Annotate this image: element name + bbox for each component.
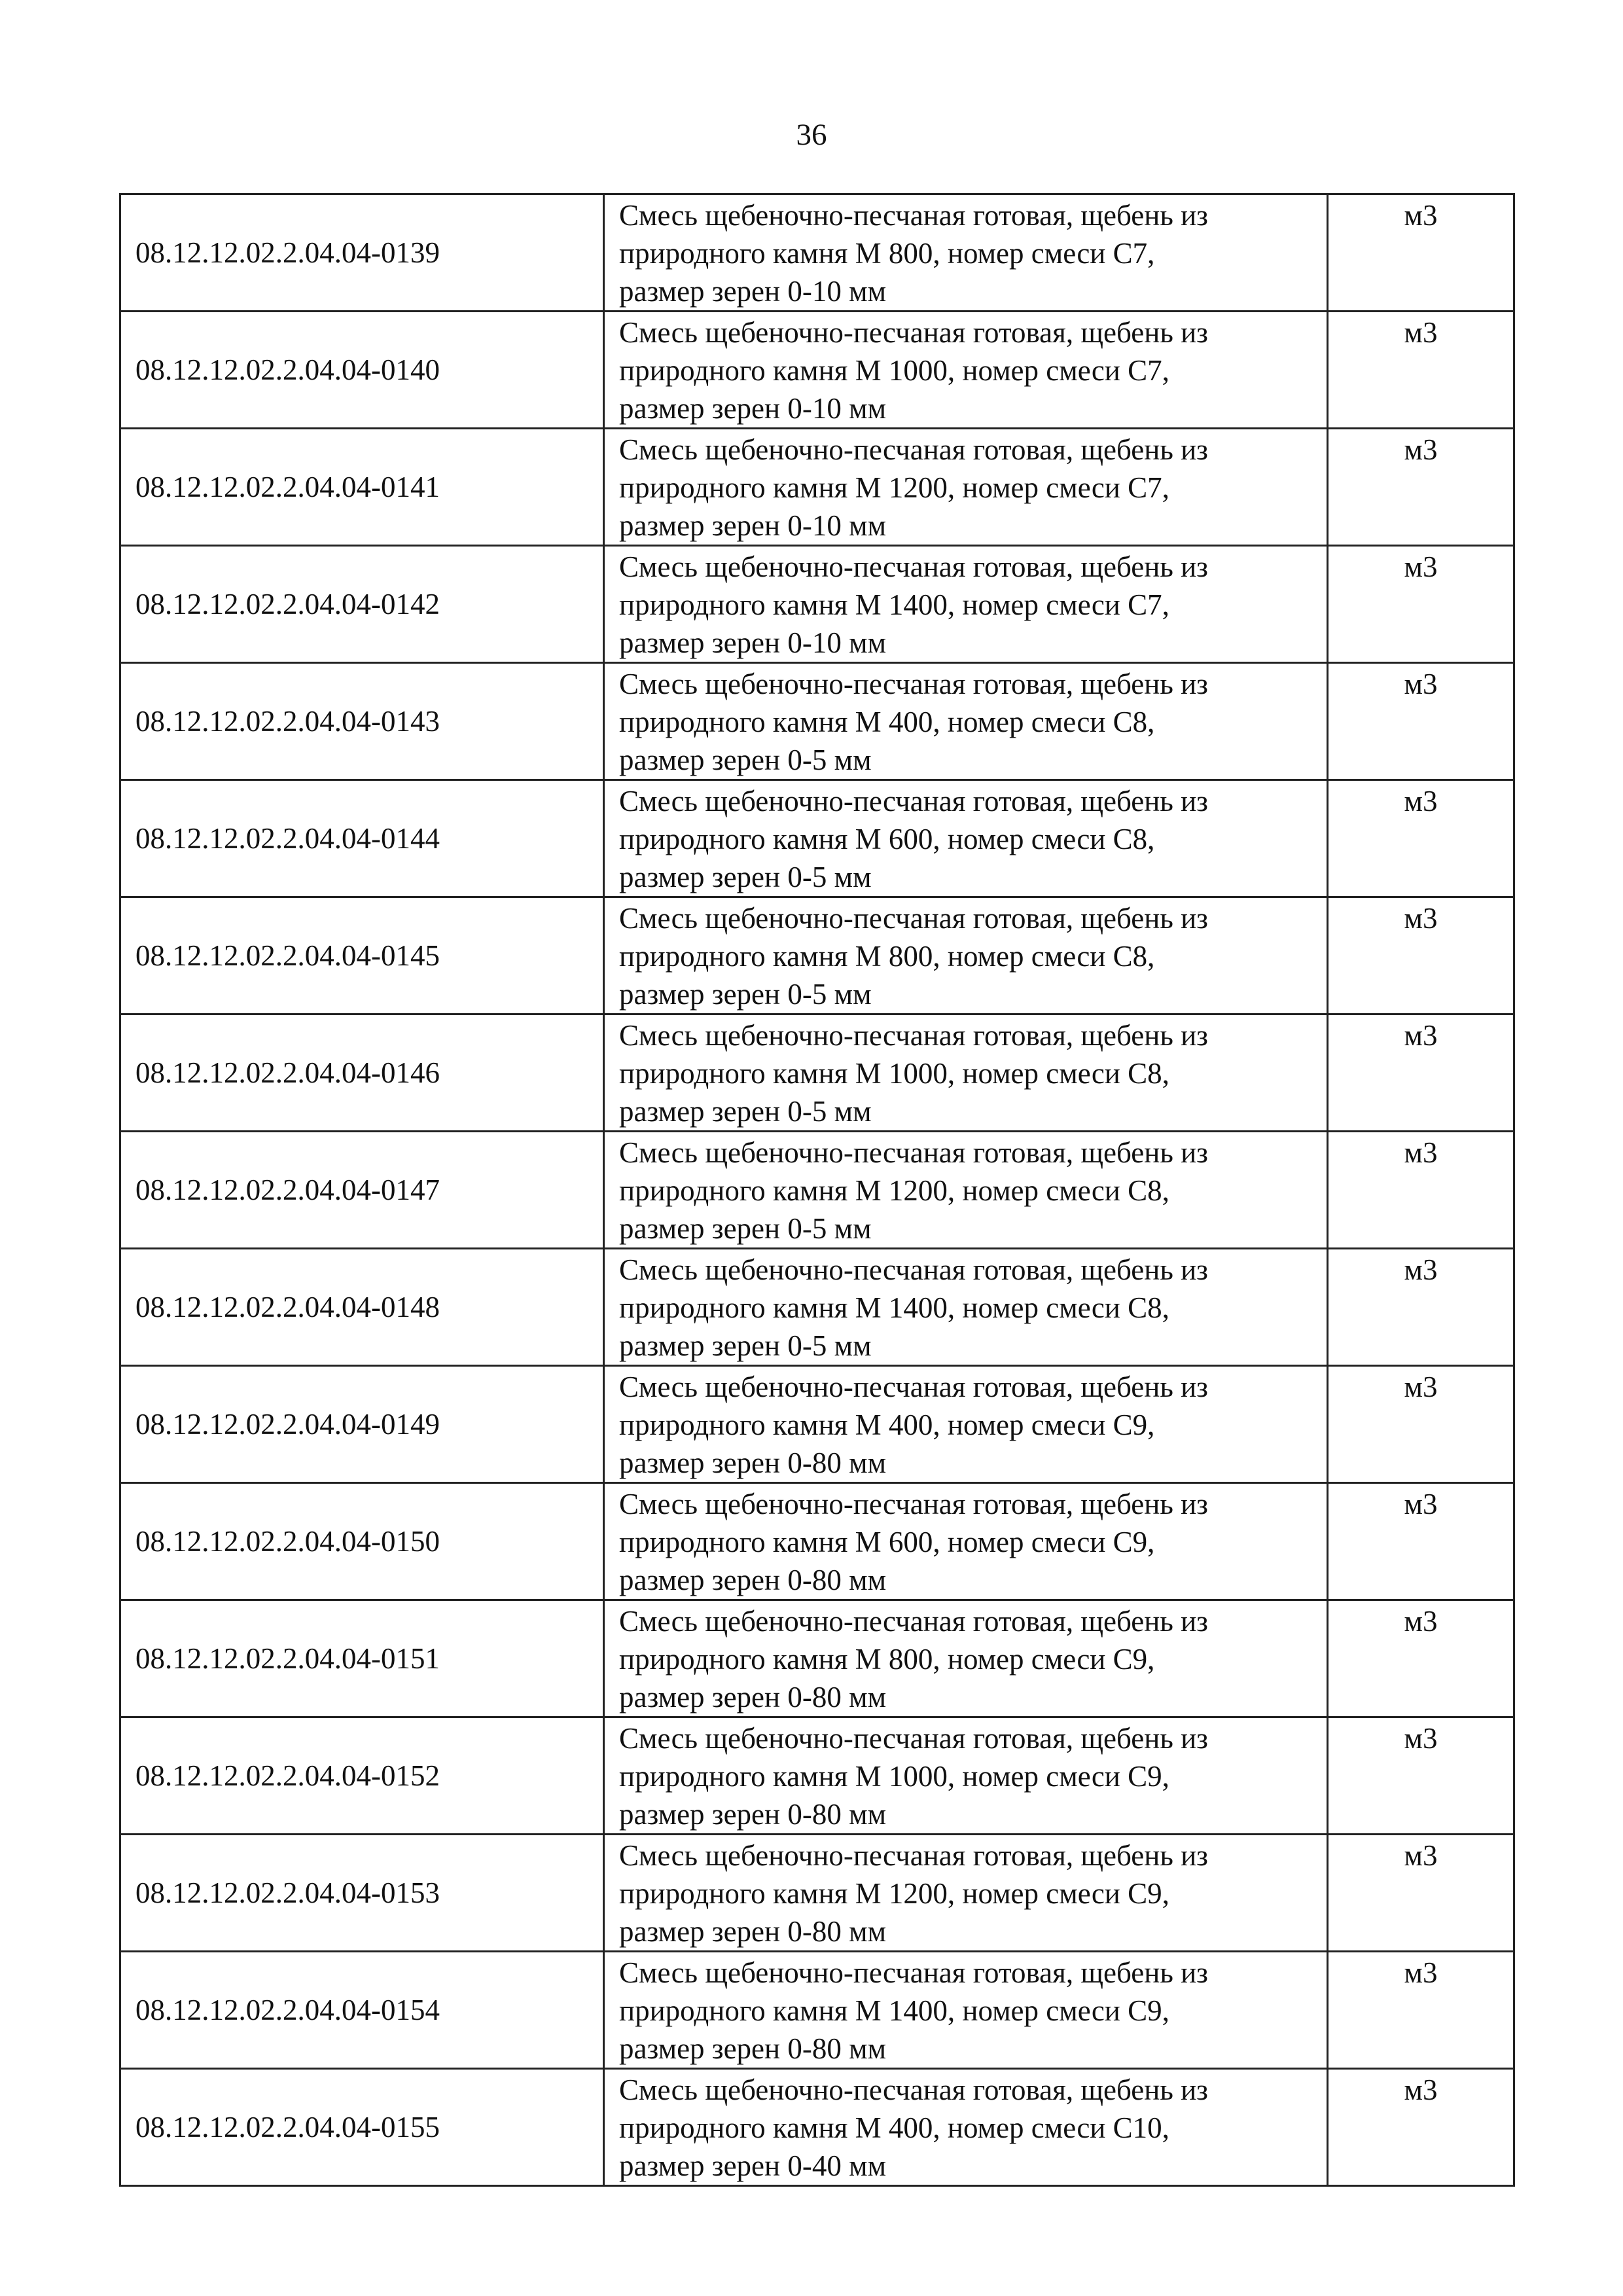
- table-row: [120, 1483, 1514, 1600]
- name-line: размер зерен 0-5 мм: [619, 1212, 872, 1245]
- name-cell: [604, 780, 1328, 897]
- name-line: природного камня М 1400, номер смеси С9,: [619, 1994, 1169, 2027]
- name-cell: [604, 1483, 1328, 1600]
- unit-cell: м3: [1328, 1952, 1514, 2069]
- name-line: размер зерен 0-10 мм: [619, 626, 887, 659]
- name-line: природного камня М 1000, номер смеси С8,: [619, 1057, 1169, 1090]
- unit-cell: м3: [1328, 897, 1514, 1014]
- name-line: Смесь щебеночно-песчаная готовая, щебень из: [619, 668, 1208, 700]
- name-line: размер зерен 0-40 мм: [619, 2149, 887, 2182]
- name-line: природного камня М 1400, номер смеси С8,: [619, 1291, 1169, 1324]
- name-line: Смесь щебеночно-песчаная готовая, щебень из: [619, 1605, 1208, 1638]
- name-line: природного камня М 800, номер смеси С8,: [619, 940, 1155, 973]
- name-line: размер зерен 0-10 мм: [619, 275, 887, 308]
- name-cell: [604, 2069, 1328, 2186]
- table-row: [120, 1014, 1514, 1132]
- name-line: природного камня М 1200, номер смеси С8,: [619, 1174, 1169, 1207]
- name-line: Смесь щебеночно-песчаная готовая, щебень из: [619, 1253, 1208, 1286]
- name-line: природного камня М 1000, номер смеси С9,: [619, 1760, 1169, 1793]
- table-row: [120, 780, 1514, 897]
- name-line: Смесь щебеночно-песчаная готовая, щебень из: [619, 785, 1208, 817]
- page-number: 36: [796, 118, 827, 152]
- name-line: размер зерен 0-80 мм: [619, 2032, 887, 2065]
- unit-cell: м3: [1328, 194, 1514, 312]
- table-row: [120, 1249, 1514, 1366]
- name-line: Смесь щебеночно-песчаная готовая, щебень из: [619, 433, 1208, 466]
- unit-cell: м3: [1328, 1835, 1514, 1952]
- code-cell: 08.12.12.02.2.04.04-0153: [120, 1835, 604, 1952]
- unit-cell: м3: [1328, 663, 1514, 780]
- unit-cell: м3: [1328, 780, 1514, 897]
- name-line: природного камня М 400, номер смеси С10,: [619, 2111, 1169, 2144]
- code-cell: 08.12.12.02.2.04.04-0155: [120, 2069, 604, 2186]
- name-line: Смесь щебеночно-песчаная готовая, щебень из: [619, 2073, 1208, 2106]
- table-row: [120, 1366, 1514, 1483]
- table-row: [120, 897, 1514, 1014]
- name-line: природного камня М 800, номер смеси С9,: [619, 1643, 1155, 1676]
- table-row: [120, 2069, 1514, 2186]
- code-cell: 08.12.12.02.2.04.04-0143: [120, 663, 604, 780]
- unit-cell: м3: [1328, 1249, 1514, 1366]
- name-line: Смесь щебеночно-песчаная готовая, щебень из: [619, 1371, 1208, 1403]
- code-cell: 08.12.12.02.2.04.04-0151: [120, 1600, 604, 1717]
- name-line: Смесь щебеночно-песчаная готовая, щебень из: [619, 1956, 1208, 1989]
- code-cell: 08.12.12.02.2.04.04-0150: [120, 1483, 604, 1600]
- name-cell: [604, 1835, 1328, 1952]
- name-line: Смесь щебеночно-песчаная готовая, щебень из: [619, 1019, 1208, 1052]
- unit-cell: м3: [1328, 1717, 1514, 1835]
- name-line: размер зерен 0-5 мм: [619, 1095, 872, 1128]
- name-cell: [604, 1366, 1328, 1483]
- name-line: Смесь щебеночно-песчаная готовая, щебень из: [619, 316, 1208, 349]
- unit-cell: м3: [1328, 546, 1514, 663]
- name-cell: [604, 429, 1328, 546]
- name-line: размер зерен 0-80 мм: [619, 1681, 887, 1713]
- table-row: [120, 663, 1514, 780]
- name-line: Смесь щебеночно-песчаная готовая, щебень из: [619, 902, 1208, 935]
- name-cell: [604, 1132, 1328, 1249]
- table-row: [120, 429, 1514, 546]
- code-cell: 08.12.12.02.2.04.04-0139: [120, 194, 604, 312]
- name-line: природного камня М 1000, номер смеси С7,: [619, 354, 1169, 387]
- name-line: размер зерен 0-80 мм: [619, 1915, 887, 1948]
- code-cell: 08.12.12.02.2.04.04-0142: [120, 546, 604, 663]
- unit-cell: м3: [1328, 1366, 1514, 1483]
- table-row: [120, 1952, 1514, 2069]
- name-line: Смесь щебеночно-песчаная готовая, щебень из: [619, 199, 1208, 232]
- unit-cell: м3: [1328, 1014, 1514, 1132]
- code-cell: 08.12.12.02.2.04.04-0141: [120, 429, 604, 546]
- name-line: природного камня М 400, номер смеси С9,: [619, 1408, 1155, 1441]
- name-line: Смесь щебеночно-песчаная готовая, щебень из: [619, 550, 1208, 583]
- code-cell: 08.12.12.02.2.04.04-0147: [120, 1132, 604, 1249]
- table-row: [120, 194, 1514, 312]
- code-cell: 08.12.12.02.2.04.04-0146: [120, 1014, 604, 1132]
- unit-cell: м3: [1328, 1483, 1514, 1600]
- code-cell: 08.12.12.02.2.04.04-0140: [120, 312, 604, 429]
- name-line: Смесь щебеночно-песчаная готовая, щебень из: [619, 1488, 1208, 1520]
- table-row: [120, 1717, 1514, 1835]
- name-line: размер зерен 0-10 мм: [619, 392, 887, 425]
- table-row: [120, 1600, 1514, 1717]
- code-cell: 08.12.12.02.2.04.04-0144: [120, 780, 604, 897]
- name-line: природного камня М 1200, номер смеси С7,: [619, 471, 1169, 504]
- table-row: [120, 546, 1514, 663]
- name-cell: [604, 663, 1328, 780]
- name-line: размер зерен 0-5 мм: [619, 978, 872, 1011]
- materials-table: [119, 193, 1515, 2187]
- code-cell: 08.12.12.02.2.04.04-0149: [120, 1366, 604, 1483]
- code-cell: 08.12.12.02.2.04.04-0152: [120, 1717, 604, 1835]
- code-cell: 08.12.12.02.2.04.04-0145: [120, 897, 604, 1014]
- name-line: размер зерен 0-5 мм: [619, 744, 872, 776]
- name-line: природного камня М 800, номер смеси С7,: [619, 237, 1155, 270]
- code-cell: 08.12.12.02.2.04.04-0154: [120, 1952, 604, 2069]
- name-cell: [604, 312, 1328, 429]
- name-line: размер зерен 0-10 мм: [619, 509, 887, 542]
- name-line: природного камня М 1200, номер смеси С9,: [619, 1877, 1169, 1910]
- name-cell: [604, 1600, 1328, 1717]
- name-line: размер зерен 0-80 мм: [619, 1446, 887, 1479]
- name-cell: [604, 1952, 1328, 2069]
- table-row: [120, 1132, 1514, 1249]
- unit-cell: м3: [1328, 429, 1514, 546]
- unit-cell: м3: [1328, 1132, 1514, 1249]
- unit-cell: м3: [1328, 2069, 1514, 2186]
- name-cell: [604, 897, 1328, 1014]
- name-line: природного камня М 1400, номер смеси С7,: [619, 588, 1169, 621]
- name-line: размер зерен 0-5 мм: [619, 1329, 872, 1362]
- name-cell: [604, 1249, 1328, 1366]
- code-cell: 08.12.12.02.2.04.04-0148: [120, 1249, 604, 1366]
- name-line: Смесь щебеночно-песчаная готовая, щебень из: [619, 1136, 1208, 1169]
- name-cell: [604, 194, 1328, 312]
- name-line: Смесь щебеночно-песчаная готовая, щебень из: [619, 1839, 1208, 1872]
- name-cell: [604, 1717, 1328, 1835]
- name-line: размер зерен 0-5 мм: [619, 861, 872, 893]
- table-row: [120, 1835, 1514, 1952]
- materials-table-body: [120, 194, 1514, 2186]
- name-line: размер зерен 0-80 мм: [619, 1798, 887, 1831]
- name-line: природного камня М 600, номер смеси С9,: [619, 1526, 1155, 1558]
- name-cell: [604, 1014, 1328, 1132]
- name-line: размер зерен 0-80 мм: [619, 1564, 887, 1596]
- name-cell: [604, 546, 1328, 663]
- name-line: природного камня М 600, номер смеси С8,: [619, 823, 1155, 855]
- name-line: природного камня М 400, номер смеси С8,: [619, 706, 1155, 738]
- unit-cell: м3: [1328, 1600, 1514, 1717]
- unit-cell: м3: [1328, 312, 1514, 429]
- name-line: Смесь щебеночно-песчаная готовая, щебень из: [619, 1722, 1208, 1755]
- table-row: [120, 312, 1514, 429]
